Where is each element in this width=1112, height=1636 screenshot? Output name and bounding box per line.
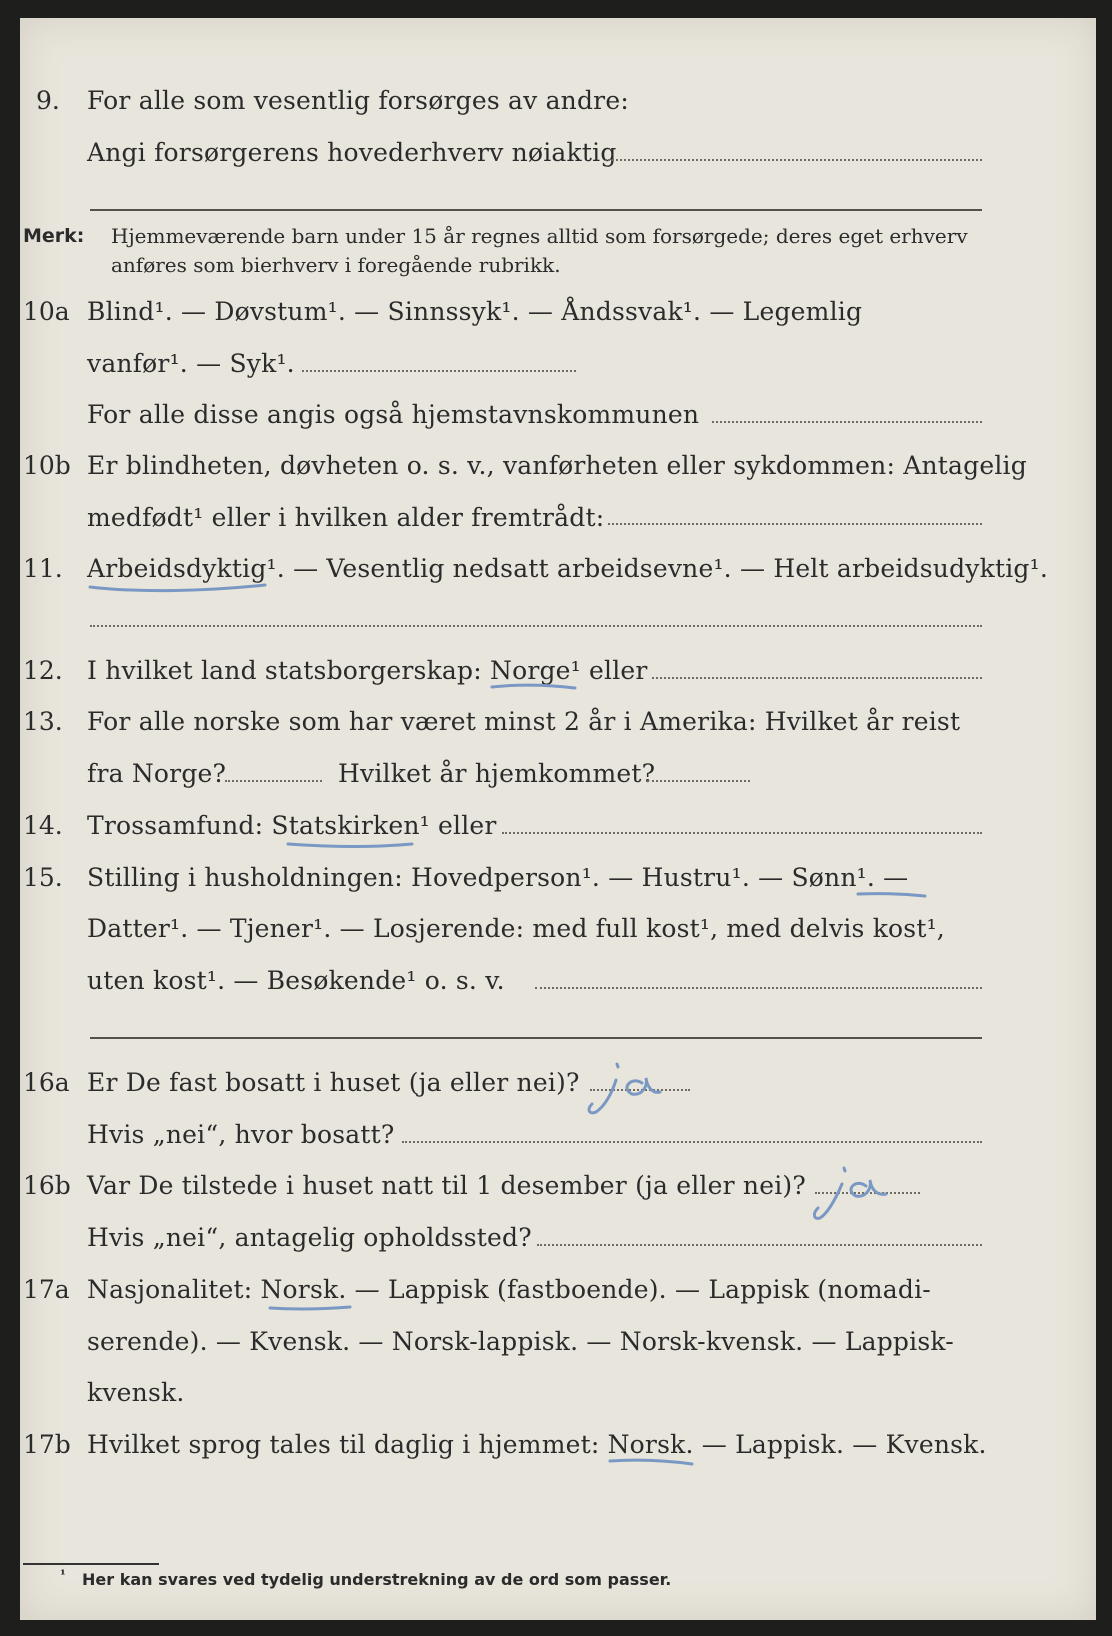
handwriting-ja-16a-j [589, 1080, 616, 1113]
q15-line1: Stilling i husholdningen: Hovedperson¹. — Hustru¹. — Sønn¹. — [87, 863, 909, 892]
q14-line1: Trossamfund: Statskirken¹ eller [87, 811, 497, 840]
q14-number: 14. [23, 811, 63, 840]
q10a-number: 10a [23, 297, 70, 326]
q11-number: 11. [23, 554, 63, 583]
q9-line2: Angi forsørgerens hovederhverv nøiaktig [87, 138, 617, 167]
q10a-line2: vanfør¹. — Syk¹. [87, 349, 295, 378]
q9-line1: For alle som vesentlig forsørges av andre: [87, 86, 629, 115]
footnote-rule [23, 1563, 159, 1565]
q17a-line3: kvensk. [87, 1378, 185, 1407]
q16b-number: 16b [23, 1171, 71, 1200]
q12-number: 12. [23, 656, 63, 685]
q10b-line1: Er blindheten, døvheten o. s. v., vanførheten eller sykdommen: Antagelig [87, 451, 1027, 480]
q13-line2a: fra Norge? [87, 759, 227, 788]
underline-statskirken [288, 844, 412, 847]
q9-number: 9. [36, 86, 60, 115]
q15-line2: Datter¹. — Tjener¹. — Losjerende: med full kost¹, med delvis kost¹, [87, 914, 945, 943]
handwriting-ja-16a-dot [617, 1064, 618, 1067]
q13-line2b: Hvilket år hjemkommet? [338, 759, 656, 788]
q13-line1: For alle norske som har været minst 2 år i Amerika: Hvilket år reist [87, 707, 961, 736]
underline-norsk-17a [270, 1307, 350, 1309]
q10b-line2: medfødt¹ eller i hvilken alder fremtrådt: [87, 503, 605, 532]
q17b-line1: Hvilket sprog tales til daglig i hjemmet: Norsk. — Lappisk. — Kvensk. [87, 1430, 987, 1459]
q16a-line1: Er De fast bosatt i huset (ja eller nei)? [87, 1068, 580, 1097]
q16a-line2: Hvis „nei“, hvor bosatt? [87, 1120, 395, 1149]
handwriting-ja-16b-dot [844, 1168, 845, 1171]
underline-sonn [858, 894, 925, 896]
underline-norsk-17b [610, 1460, 692, 1464]
handwritten-marks [20, 18, 1096, 1620]
ink-group [90, 585, 925, 1464]
merk-line1: Hjemmeværende barn under 15 år regnes alltid som forsørgede; deres eget erhverv [111, 224, 968, 248]
handwriting-ja-16b-a [851, 1180, 886, 1196]
footnote-text: Her kan svares ved tydelig understrekning av de ord som passer. [82, 1570, 672, 1589]
handwriting-ja-16a-a [627, 1078, 660, 1094]
merk-label: Merk: [23, 225, 85, 247]
q10b-number: 10b [23, 451, 71, 480]
q10a-line3: For alle disse angis også hjemstavnskommunen [87, 400, 700, 429]
handwriting-ja-16b-j [814, 1184, 842, 1218]
q17a-line2: serende). — Kvensk. — Norsk-lappisk. — Norsk-kvensk. — Lappisk- [87, 1327, 954, 1356]
q12-line1: I hvilket land statsborgerskap: Norge¹ eller [87, 656, 648, 685]
q17a-number: 17a [23, 1275, 70, 1304]
footnote-mark: ¹ [60, 1568, 66, 1583]
q11-line1: Arbeidsdyktig¹. — Vesentlig nedsatt arbeidsevne¹. — Helt arbeidsudyktig¹. [87, 554, 1048, 583]
q15-line3: uten kost¹. — Besøkende¹ o. s. v. [87, 966, 505, 995]
q10a-line1: Blind¹. — Døvstum¹. — Sinnssyk¹. — Åndssvak¹. — Legemlig [87, 297, 863, 326]
q16b-line2: Hvis „nei“, antagelig opholdssted? [87, 1223, 532, 1252]
q13-number: 13. [23, 707, 63, 736]
q16a-number: 16a [23, 1068, 70, 1097]
q17b-number: 17b [23, 1430, 71, 1459]
underline-arbeidsdyktig [90, 585, 265, 591]
census-form-page [20, 18, 1096, 1620]
q17a-line1: Nasjonalitet: Norsk. — Lappisk (fastboende). — Lappisk (nomadi- [87, 1275, 931, 1304]
underline-norge [492, 685, 575, 688]
q15-number: 15. [23, 863, 63, 892]
q16b-line1: Var De tilstede i huset natt til 1 desember (ja eller nei)? [87, 1171, 806, 1200]
merk-line2: anføres som bierhverv i foregående rubrikk. [111, 253, 561, 277]
